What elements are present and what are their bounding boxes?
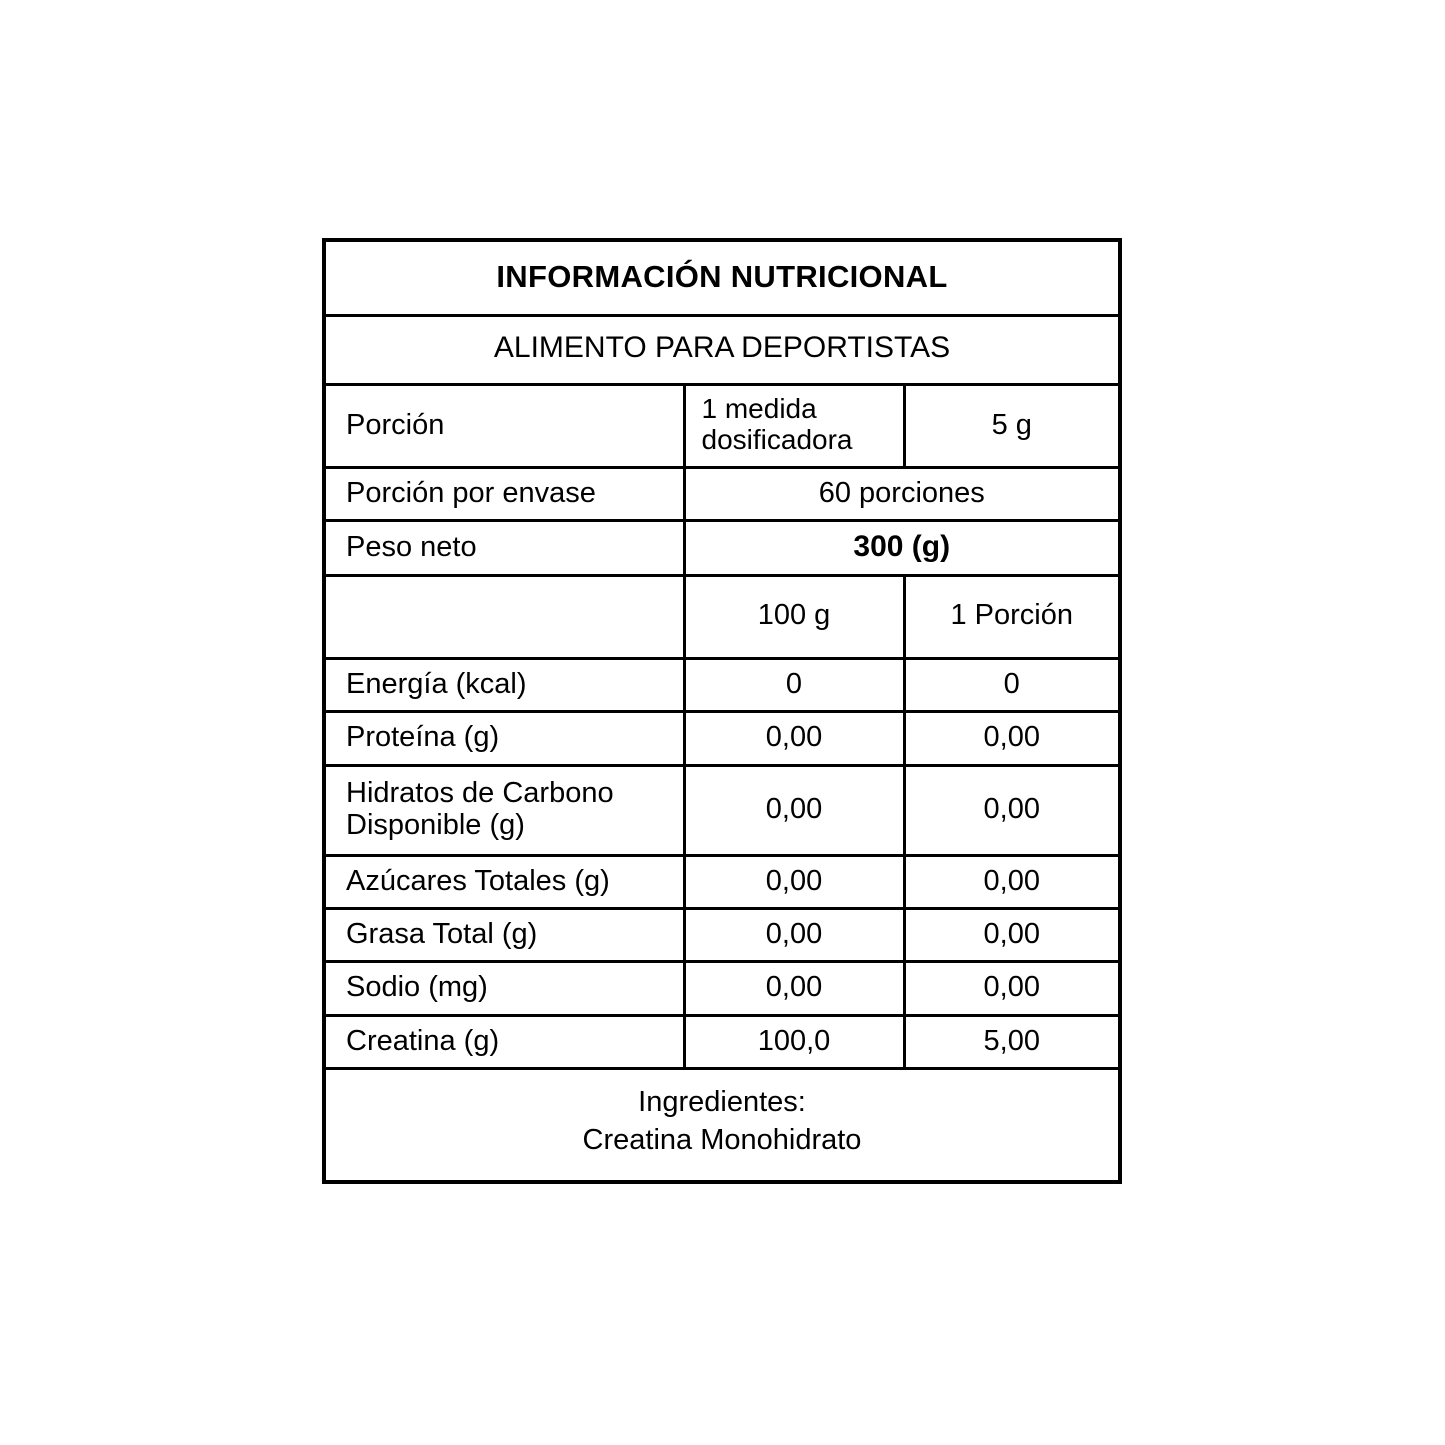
table-row-servings-per-container	[324, 467, 1120, 520]
servings-per-container-value: 60 porciones	[684, 467, 1120, 520]
serving-weight: 5 g	[904, 385, 1120, 468]
ingredients-text: Creatina Monohidrato	[582, 1124, 862, 1157]
nutrient-per-serving: 5,00	[904, 1015, 1120, 1068]
nutrient-per-serving: 0,00	[904, 712, 1120, 765]
nutrient-per-serving: 0,00	[904, 765, 1120, 855]
nutrient-per-serving: 0,00	[904, 909, 1120, 962]
table-row	[324, 658, 1120, 711]
column-header-blank	[324, 575, 684, 658]
servings-per-container-label: Porción por envase	[324, 467, 684, 520]
nutrient-name-line1: Hidratos de Carbono	[346, 776, 614, 809]
nutrient-per-100g: 0,00	[684, 855, 904, 908]
serving-measure-line1: 1 medida	[701, 393, 817, 424]
table-row	[324, 909, 1120, 962]
table-row-ingredients	[324, 1069, 1120, 1182]
nutrient-per-100g: 0	[684, 658, 904, 711]
nutrient-name-line2: Disponible (g)	[346, 809, 525, 842]
nutrient-per-100g: 0,00	[684, 712, 904, 765]
nutrient-name: Azúcares Totales (g)	[324, 855, 684, 908]
nutrient-name	[324, 765, 684, 855]
net-weight-value: 300 (g)	[684, 521, 1120, 576]
serving-label: Porción	[324, 385, 684, 468]
nutrient-per-100g: 100,0	[684, 1015, 904, 1068]
nutrient-per-100g: 0,00	[684, 962, 904, 1015]
ingredients-heading: Ingredientes:	[638, 1086, 806, 1119]
table-row-title	[324, 240, 1120, 316]
nutrient-name: Creatina (g)	[324, 1015, 684, 1068]
nutrition-table	[322, 238, 1122, 1184]
table-row-net-weight	[324, 521, 1120, 576]
label-subtitle: ALIMENTO PARA DEPORTISTAS	[324, 316, 1120, 385]
nutrient-per-serving: 0	[904, 658, 1120, 711]
table-row	[324, 1015, 1120, 1068]
nutrient-per-100g: 0,00	[684, 909, 904, 962]
table-row	[324, 855, 1120, 908]
nutrition-label	[322, 238, 1122, 1184]
table-row-serving	[324, 385, 1120, 468]
ingredients-cell	[324, 1069, 1120, 1182]
column-header-per-serving: 1 Porción	[904, 575, 1120, 658]
table-row	[324, 962, 1120, 1015]
table-row-subtitle	[324, 316, 1120, 385]
nutrient-name: Sodio (mg)	[324, 962, 684, 1015]
nutrient-per-serving: 0,00	[904, 855, 1120, 908]
table-row	[324, 712, 1120, 765]
label-title: INFORMACIÓN NUTRICIONAL	[324, 240, 1120, 316]
nutrient-per-serving: 0,00	[904, 962, 1120, 1015]
nutrient-per-100g: 0,00	[684, 765, 904, 855]
net-weight-label: Peso neto	[324, 521, 684, 576]
nutrient-name: Energía (kcal)	[324, 658, 684, 711]
nutrient-name: Grasa Total (g)	[324, 909, 684, 962]
serving-measure	[684, 385, 904, 468]
nutrient-name: Proteína (g)	[324, 712, 684, 765]
table-row	[324, 765, 1120, 855]
serving-measure-line2: dosificadora	[701, 423, 853, 455]
column-header-per-100g: 100 g	[684, 575, 904, 658]
table-row-column-headers	[324, 575, 1120, 658]
